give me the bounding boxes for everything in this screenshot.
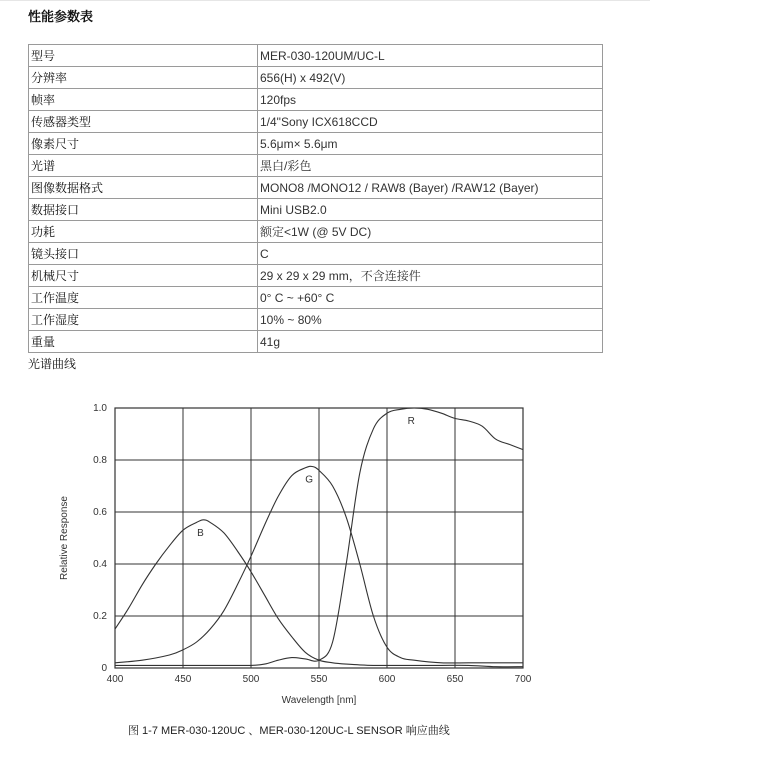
- series-label-b: B: [197, 527, 204, 539]
- y-tick-label: 1.0: [93, 403, 107, 414]
- spec-key: 机械尺寸: [29, 265, 258, 287]
- x-tick-label: 450: [174, 674, 192, 685]
- spectral-response-chart: [0, 380, 773, 720]
- spec-value: C: [258, 243, 603, 265]
- spec-value: 额定<1W (@ 5V DC): [258, 221, 603, 243]
- spec-row: [29, 155, 603, 177]
- spec-row: [29, 177, 603, 199]
- chart-ticks: [93, 403, 532, 685]
- spec-row: [29, 309, 603, 331]
- spec-key: 型号: [29, 45, 258, 67]
- x-tick-label: 700: [514, 674, 532, 685]
- spec-row: [29, 221, 603, 243]
- spec-value: 10% ~ 80%: [258, 309, 603, 331]
- x-axis-label: Wavelength [nm]: [281, 695, 357, 706]
- spec-value: MER-030-120UM/UC-L: [258, 45, 603, 67]
- spec-row: [29, 45, 603, 67]
- series-label-r: R: [407, 416, 415, 427]
- spec-row: [29, 199, 603, 221]
- y-tick-label: 0.4: [93, 559, 107, 570]
- spec-key: 光谱: [29, 155, 258, 177]
- spec-key: 工作温度: [29, 287, 258, 309]
- y-tick-label: 0.8: [93, 455, 107, 466]
- top-divider: [0, 0, 650, 1]
- spec-value: 41g: [258, 331, 603, 353]
- spec-key: 传感器类型: [29, 111, 258, 133]
- spec-key: 像素尺寸: [29, 133, 258, 155]
- series-label-g: G: [305, 474, 314, 486]
- spec-row: [29, 111, 603, 133]
- y-axis-label: Relative Response: [59, 496, 70, 580]
- spec-key: 镜头接口: [29, 243, 258, 265]
- spec-value: 黑白/彩色: [258, 155, 603, 177]
- spec-key: 功耗: [29, 221, 258, 243]
- spec-row: [29, 243, 603, 265]
- x-tick-label: 650: [446, 674, 464, 685]
- spec-value: 1/4"Sony ICX618CCD: [258, 111, 603, 133]
- spec-value: 29 x 29 x 29 mm，不含连接件: [258, 265, 603, 287]
- spec-row: [29, 287, 603, 309]
- spec-row: [29, 331, 603, 353]
- spec-key: 帧率: [29, 89, 258, 111]
- spec-value: 120fps: [258, 89, 603, 111]
- spec-row: [29, 89, 603, 111]
- spec-value: Mini USB2.0: [258, 199, 603, 221]
- y-tick-label: 0: [101, 663, 107, 674]
- spec-value: MONO8 /MONO12 / RAW8 (Bayer) /RAW12 (Bayer): [258, 177, 603, 199]
- spec-value: 5.6μm× 5.6μm: [258, 133, 603, 155]
- x-tick-label: 550: [310, 674, 328, 685]
- page-title: 性能参数表: [28, 10, 94, 25]
- spec-key: 图像数据格式: [29, 177, 258, 199]
- spec-row: [29, 265, 603, 287]
- spec-value: 0° C ~ +60° C: [258, 287, 603, 309]
- figure-caption: 图 1-7 MER-030-120UC 、MER-030-120UC-L SENSOR 响应曲线: [128, 725, 450, 737]
- spec-key: 数据接口: [29, 199, 258, 221]
- spec-row: [29, 67, 603, 89]
- spec-row: [29, 133, 603, 155]
- spec-table: [28, 44, 603, 353]
- y-tick-label: 0.2: [93, 611, 107, 622]
- x-tick-label: 500: [242, 674, 260, 685]
- spec-key: 分辨率: [29, 67, 258, 89]
- y-tick-label: 0.6: [93, 507, 107, 518]
- chart-series-labels: [197, 416, 415, 539]
- spec-key: 重量: [29, 331, 258, 353]
- x-tick-label: 400: [106, 674, 124, 685]
- x-tick-label: 600: [378, 674, 396, 685]
- spec-key: 工作湿度: [29, 309, 258, 331]
- spectrum-heading: 光谱曲线: [28, 357, 77, 371]
- spec-value: 656(H) x 492(V): [258, 67, 603, 89]
